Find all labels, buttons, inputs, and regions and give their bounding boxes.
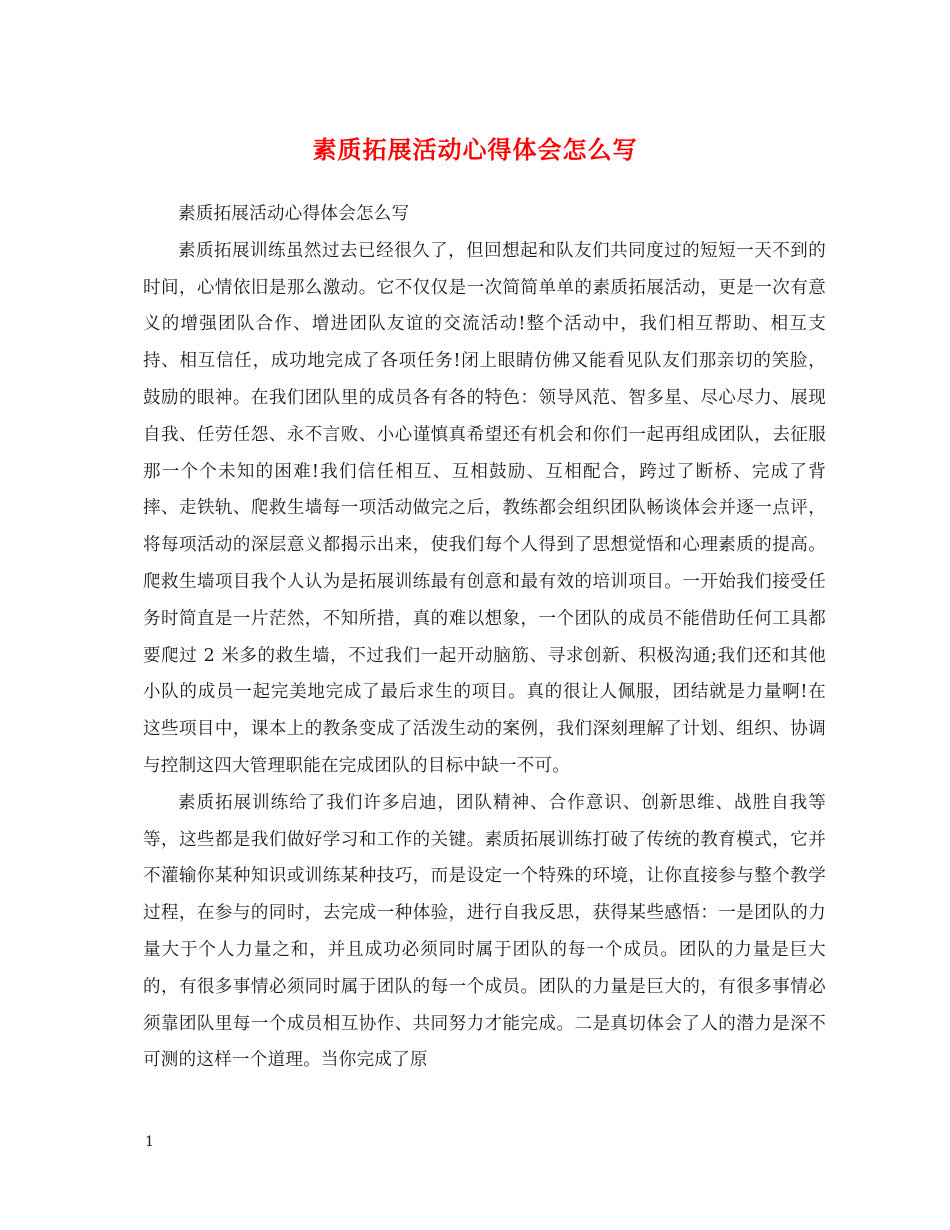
document-body xyxy=(143,196,826,1079)
subtitle-paragraph: 素质拓展活动心得体会怎么写 xyxy=(178,204,410,224)
body-paragraph: 素质拓展训练给了我们许多启迪，团队精神、合作意识、创新思维、战胜自我等等，这些都是我们做好学习和工作的关键。素质拓展训练打破了传统的教育模式，它并不灌输你某种知识或训练某种技巧，而是设定一个特殊的环境，让你直接参与整个教学过程，在参与的同时，去完成一种体验，进行自我反思，获得某些感悟：一是团队的力量大于个人力量之和，并且成功必须同时属于团队的每一个成员。团队的力量是巨大的，有很多事情必须同时属于团队的每一个成员。团队的力量是巨大的，有很多事情必须靠团队里每一个成员相互协作、共同努力才能完成。二是真切体会了人的潜力是深不可测的这样一个道理。当你完成了原 xyxy=(143,792,826,1071)
page-number: 1 xyxy=(145,1134,154,1150)
body-paragraph: 素质拓展训练虽然过去已经很久了，但回想起和队友们共同度过的短短一天不到的时间，心情依旧是那么激动。它不仅仅是一次简简单单的素质拓展活动，更是一次有意义的增强团队合作、增进团队友谊的交流活动!整个活动中，我们相互帮助、相互支持、相互信任，成功地完成了各项任务!闭上眼睛仿佛又能看见队友们那亲切的笑脸，鼓励的眼神。在我们团队里的成员各有各的特色：领导风范、智多星、尽心尽力、展现自我、任劳任怨、永不言败、小心谨慎真希望还有机会和你们一起再组成团队，去征服那一个个未知的困难!我们信任相互、互相鼓励、互相配合，跨过了断桥、完成了背摔、走铁轨、爬救生墙每一项活动做完之后，教练都会组织团队畅谈体会并逐一点评，将每项活动的深层意义都揭示出来，使我们每个人得到了思想觉悟和心理素质的提高。爬救生墙项目我个人认为是拓展训练最有创意和最有效的培训项目。一开始我们接受任务时简直是一片茫然，不知所措，真的难以想象，一个团队的成员不能借助任何工具都要爬过 2 米多的救生墙，不过我们一起开动脑筋、寻求创新、积极沟通;我们还和其他小队的成员一起完美地完成了最后求生的项目。真的很让人佩服，团结就是力量啊!在这些项目中，课本上的教条变成了活泼生动的案例，我们深刻理解了计划、组织、协调与控制这四大管理职能在完成团队的目标中缺一不可。 xyxy=(143,240,826,776)
document-title: 素质拓展活动心得体会怎么写 xyxy=(312,135,638,164)
